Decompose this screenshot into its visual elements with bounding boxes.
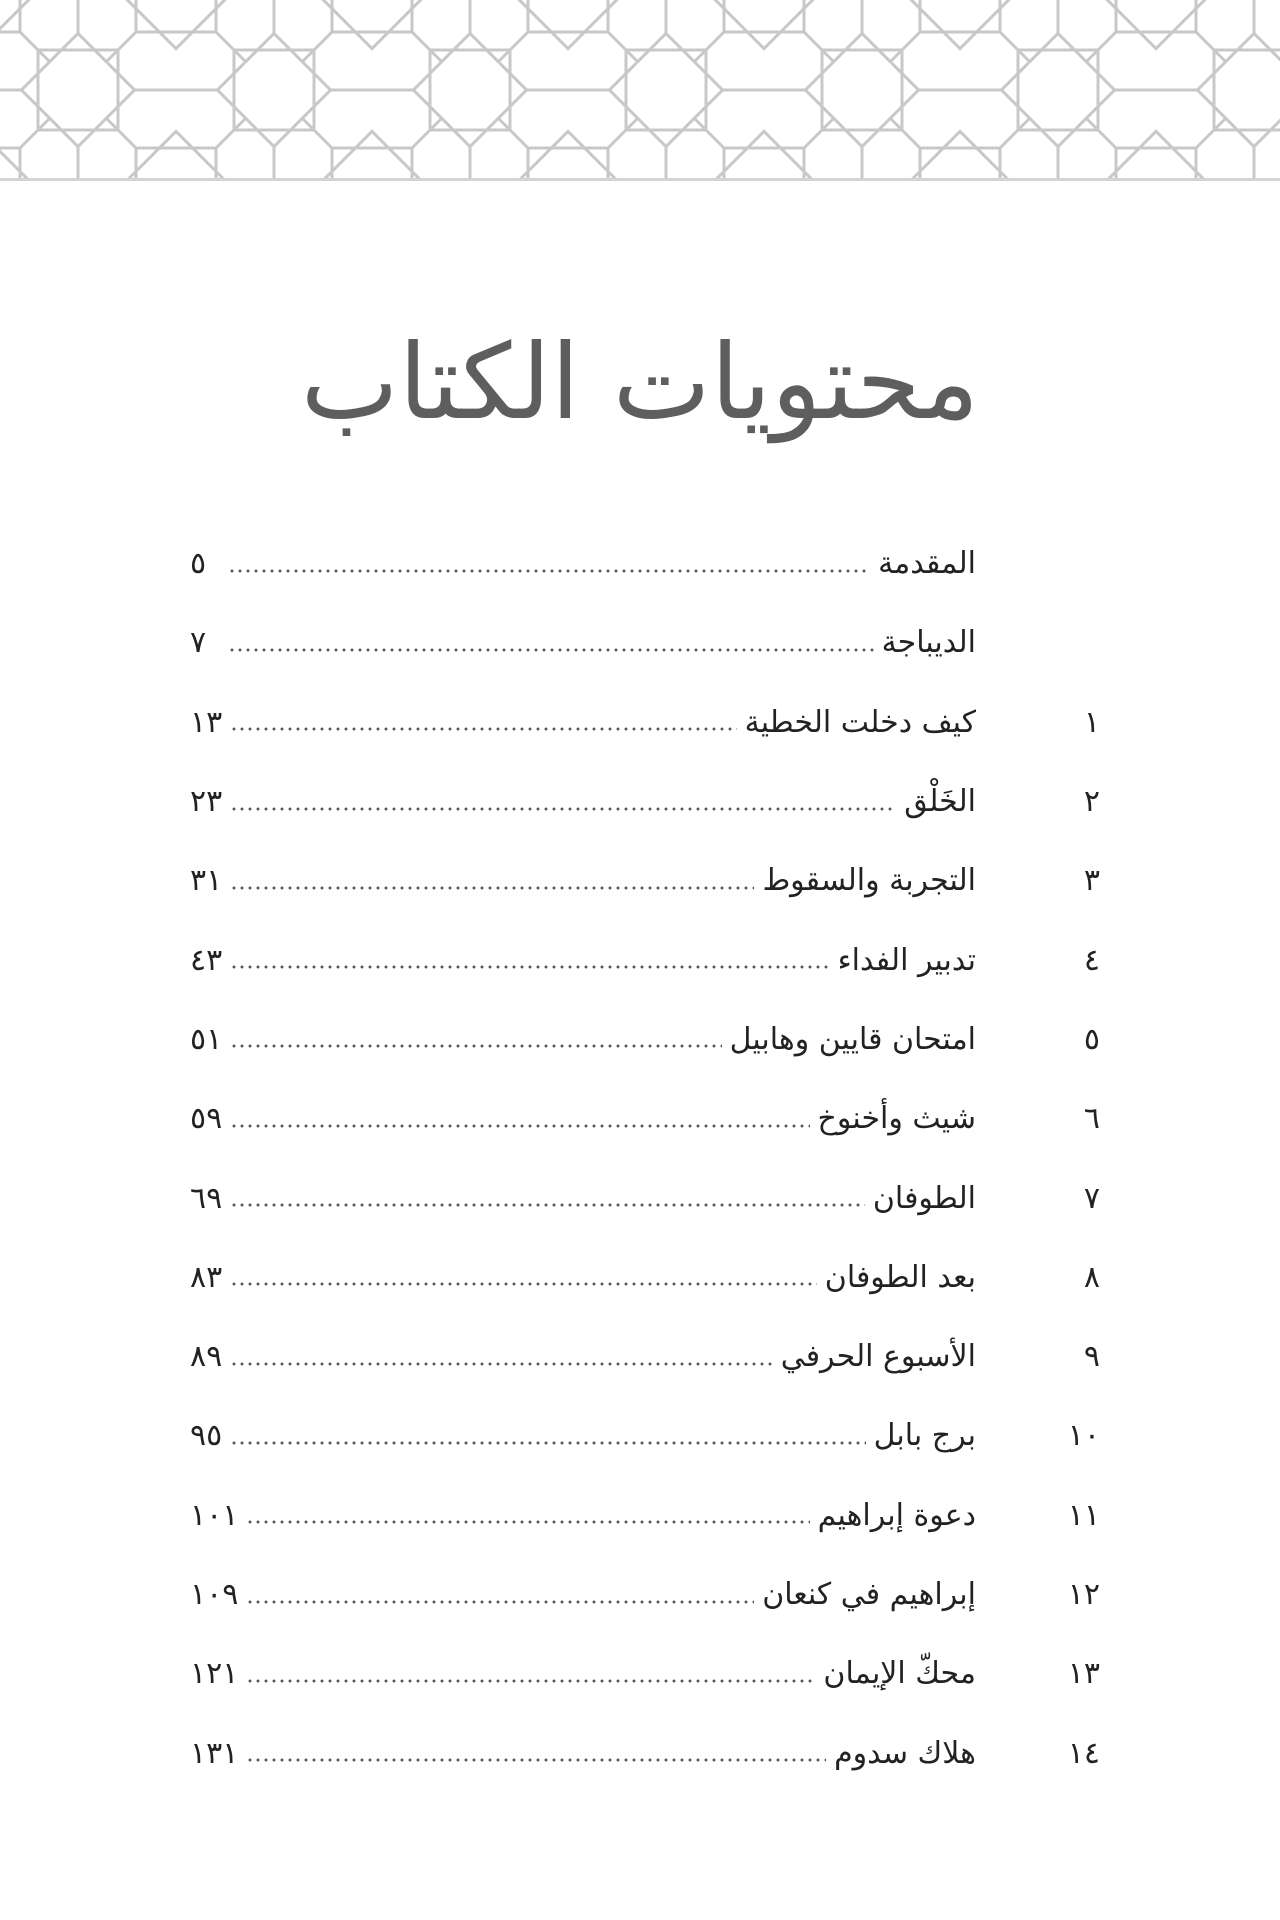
chapter-title: المقدمة: [878, 546, 976, 582]
chapter-number: ٦: [1083, 1101, 1100, 1137]
toc-entry: [190, 1000, 1100, 1079]
dot-leader: [230, 886, 754, 890]
toc-entry: [190, 1158, 1100, 1237]
toc-entry: [190, 841, 1100, 920]
toc-entry: [190, 1476, 1100, 1555]
page-number: ٩٥: [190, 1418, 223, 1454]
dot-leader: [230, 1124, 809, 1128]
page-number: ٨٩: [190, 1339, 223, 1375]
dot-leader: [246, 1679, 815, 1683]
chapter-title: الديباجة: [881, 625, 976, 661]
dot-leader: [228, 569, 870, 573]
chapter-number: ٨: [1083, 1259, 1100, 1295]
page-number: ٧: [190, 625, 207, 661]
page-number: ٤٣: [190, 942, 223, 978]
toc-entry: [190, 1713, 1100, 1792]
chapter-number: ١٠: [1067, 1418, 1100, 1454]
chapter-title: برج بابل: [873, 1418, 976, 1454]
chapter-title: هلاك سدوم: [834, 1735, 976, 1771]
dot-leader: [246, 1520, 809, 1524]
page-number: ١٣١: [190, 1735, 239, 1771]
chapter-title: شيث وأخنوخ: [817, 1101, 976, 1137]
toc-entry: [190, 683, 1100, 762]
chapter-number: ٧: [1083, 1180, 1100, 1216]
page-title: محتويات الكتاب: [300, 321, 980, 443]
chapter-title: دعوة إبراهيم: [817, 1497, 976, 1533]
chapter-title: بعد الطوفان: [824, 1259, 976, 1295]
dot-leader: [246, 1600, 754, 1604]
chapter-number: ١٣: [1067, 1656, 1100, 1692]
toc-entry: [190, 524, 1100, 603]
page-number: ٨٣: [190, 1259, 223, 1295]
dot-leader: [230, 727, 736, 731]
page-number: ١٠٩: [190, 1577, 239, 1612]
chapter-title: إبراهيم في كنعان: [762, 1577, 976, 1612]
chapter-number: ٤: [1083, 942, 1100, 978]
dot-leader: [230, 965, 829, 969]
chapter-number: ٥: [1083, 1021, 1100, 1057]
toc-entry: [190, 603, 1100, 682]
page-number: ١٠١: [190, 1497, 239, 1533]
page-number: ٥٩: [190, 1101, 223, 1137]
header-pattern-band: [0, 0, 1280, 181]
chapter-title: محكّ الإيمان: [823, 1656, 976, 1692]
dot-leader: [230, 1203, 865, 1207]
page-number: ١٢١: [190, 1656, 239, 1692]
islamic-star-pattern-icon: [0, 0, 1280, 178]
dot-leader: [230, 1362, 772, 1366]
chapter-number: ٣: [1083, 863, 1100, 899]
page-number: ٥: [190, 546, 207, 582]
page-number: ٢٣: [190, 784, 223, 820]
toc-entry: [190, 920, 1100, 999]
page-number: ٥١: [190, 1021, 223, 1057]
chapter-number: ١٤: [1067, 1735, 1100, 1771]
chapter-title: الأسبوع الحرفي: [780, 1339, 976, 1375]
chapter-number: ٩: [1083, 1339, 1100, 1375]
dot-leader: [230, 1044, 721, 1048]
toc-entry: [190, 1079, 1100, 1158]
dot-leader: [246, 1758, 826, 1762]
toc-entry: [190, 762, 1100, 841]
chapter-number: ١١: [1067, 1497, 1100, 1533]
dot-leader: [230, 1441, 865, 1445]
toc-entry: [190, 1396, 1100, 1475]
page-number: ٦٩: [190, 1180, 223, 1216]
page-number: ١٣: [190, 704, 223, 740]
chapter-number: ٢: [1083, 784, 1100, 820]
page-number: ٣١: [190, 863, 223, 899]
chapter-title: كيف دخلت الخطية: [744, 704, 976, 740]
table-of-contents: [190, 524, 1100, 1793]
dot-leader: [230, 1282, 817, 1286]
dot-leader: [228, 648, 874, 652]
toc-entry: [190, 1634, 1100, 1713]
chapter-title: امتحان قايين وهابيل: [729, 1021, 976, 1057]
chapter-title: تدبير الفداء: [837, 942, 976, 978]
chapter-title: الخَلْق: [904, 784, 976, 820]
toc-entry: [190, 1555, 1100, 1634]
chapter-number: ١٢: [1067, 1577, 1100, 1612]
toc-entry: [190, 1317, 1100, 1396]
toc-entry: [190, 1238, 1100, 1317]
chapter-number: ١: [1083, 704, 1100, 740]
chapter-title: التجربة والسقوط: [762, 863, 976, 899]
dot-leader: [230, 807, 896, 811]
chapter-title: الطوفان: [872, 1180, 976, 1216]
